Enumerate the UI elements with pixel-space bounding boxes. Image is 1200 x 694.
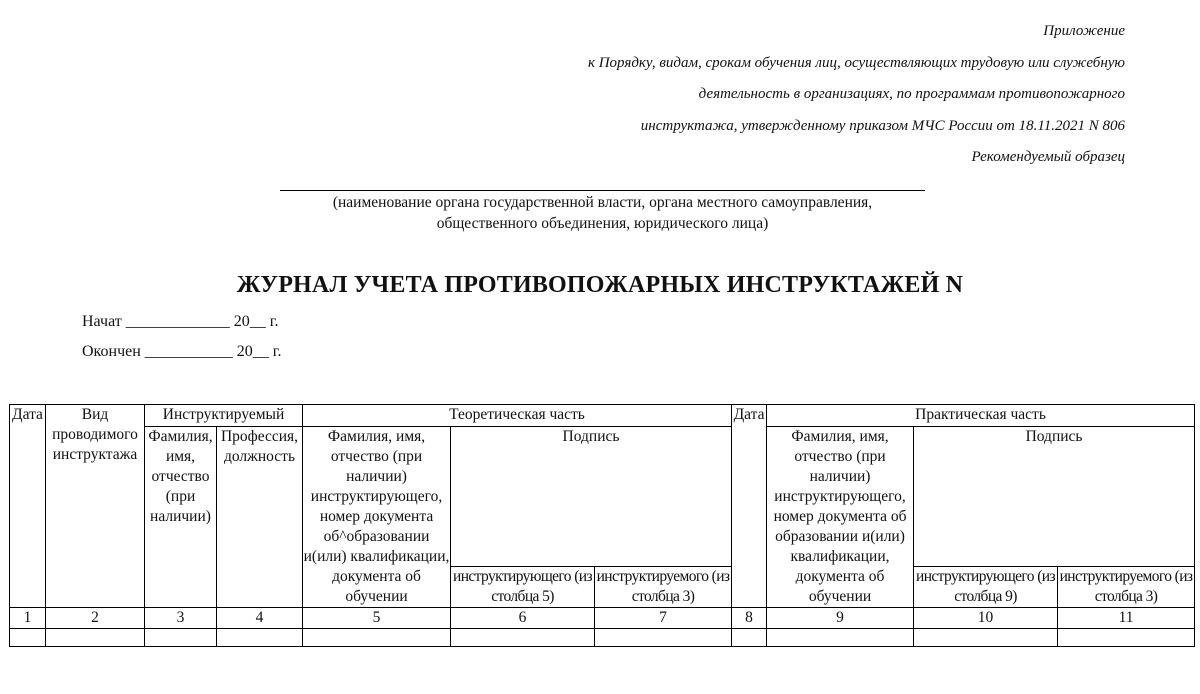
column-number: 11 (1058, 608, 1195, 629)
table-cell[interactable] (451, 629, 595, 647)
column-number: 8 (732, 608, 767, 629)
header-theory-instructor: Фамилия, имя, отчество (при наличии) инструктирующего, номер документа об^образовании и(или) квалификации, документа об обучении (303, 427, 451, 608)
column-number: 9 (767, 608, 914, 629)
organization-caption-line-1: (наименование органа государственной власти, органа местного самоуправления, (332, 194, 873, 211)
header-theory-part: Теоретическая часть (303, 405, 732, 427)
journal-title: ЖУРНАЛ УЧЕТА ПРОТИВОПОЖАРНЫХ ИНСТРУКТАЖЕЙ N (236, 272, 964, 298)
column-number: 10 (914, 608, 1058, 629)
signature-instructed-label: инструктируемого (из столбца 3) (596, 568, 730, 605)
table-cell[interactable] (767, 629, 914, 647)
header-signature-instructed-col3 (595, 567, 732, 608)
appendix-title: Приложение (1043, 23, 1125, 39)
end-date-line: Окончен ___________ 20__ г. (82, 343, 282, 360)
column-number: 4 (217, 608, 303, 629)
column-numbers-row (10, 608, 1195, 629)
table-cell[interactable] (10, 629, 46, 647)
organization-caption-line-2: общественного объединения, юридического лица) (436, 215, 769, 232)
signature-instructor-label: инструктирующего (из столбца 5) (453, 568, 593, 605)
header-signature-instructor-col5 (451, 567, 595, 608)
table-row (10, 629, 1195, 647)
table-cell[interactable] (1058, 629, 1195, 647)
column-number: 3 (145, 608, 217, 629)
signature-instructor-label: инструктирующего (из столбца 9) (916, 568, 1056, 605)
header-practice-instructor: Фамилия, имя, отчество (при наличии) инструктирующего, номер документа об образовании и(или) квалификации, документа об обучении (767, 427, 914, 608)
journal-table (9, 404, 1195, 647)
header-signature-instructed-col3-practice (1058, 567, 1195, 608)
table-cell[interactable] (595, 629, 732, 647)
header-instructed-name: Фамилия, имя, отчество (при наличии) (145, 427, 217, 608)
table-cell[interactable] (145, 629, 217, 647)
header-practice-signature: Подпись (914, 427, 1195, 567)
table-cell[interactable] (303, 629, 451, 647)
table-cell[interactable] (914, 629, 1058, 647)
signature-instructed-label: инструктируемого (из столбца 3) (1059, 568, 1193, 605)
organization-caption (280, 192, 925, 234)
column-number: 7 (595, 608, 732, 629)
header-practice-part: Практическая часть (767, 405, 1195, 427)
table-cell[interactable] (732, 629, 767, 647)
appendix-reference-line-2: деятельность в организациях, по программам противопожарного (698, 86, 1125, 102)
header-theory-signature: Подпись (451, 427, 732, 567)
table-header-row (10, 405, 1195, 427)
appendix-block (425, 16, 1125, 174)
column-number: 6 (451, 608, 595, 629)
column-number: 1 (10, 608, 46, 629)
appendix-reference-line-1: к Порядку, видам, срокам обучения лиц, осуществляющих трудовую или служебную (587, 54, 1125, 71)
header-instruction-type: Вид проводимого инструктажа (46, 405, 145, 608)
column-number: 5 (303, 608, 451, 629)
table-header-row (10, 427, 1195, 567)
header-instructed: Инструктируемый (145, 405, 303, 427)
header-date: Дата (10, 405, 46, 608)
column-number: 2 (46, 608, 145, 629)
organization-name-line (280, 190, 925, 191)
table-cell[interactable] (46, 629, 145, 647)
header-signature-instructor-col9 (914, 567, 1058, 608)
header-date-2: Дата (732, 405, 767, 608)
table-cell[interactable] (217, 629, 303, 647)
header-profession: Профессия, должность (217, 427, 303, 608)
appendix-reference-line-3: инструктажа, утвержденному приказом МЧС России от 18.11.2021 N 806 (640, 117, 1125, 134)
start-date-line: Начат _____________ 20__ г. (82, 313, 279, 330)
sample-note: Рекомендуемый образец (971, 149, 1125, 165)
